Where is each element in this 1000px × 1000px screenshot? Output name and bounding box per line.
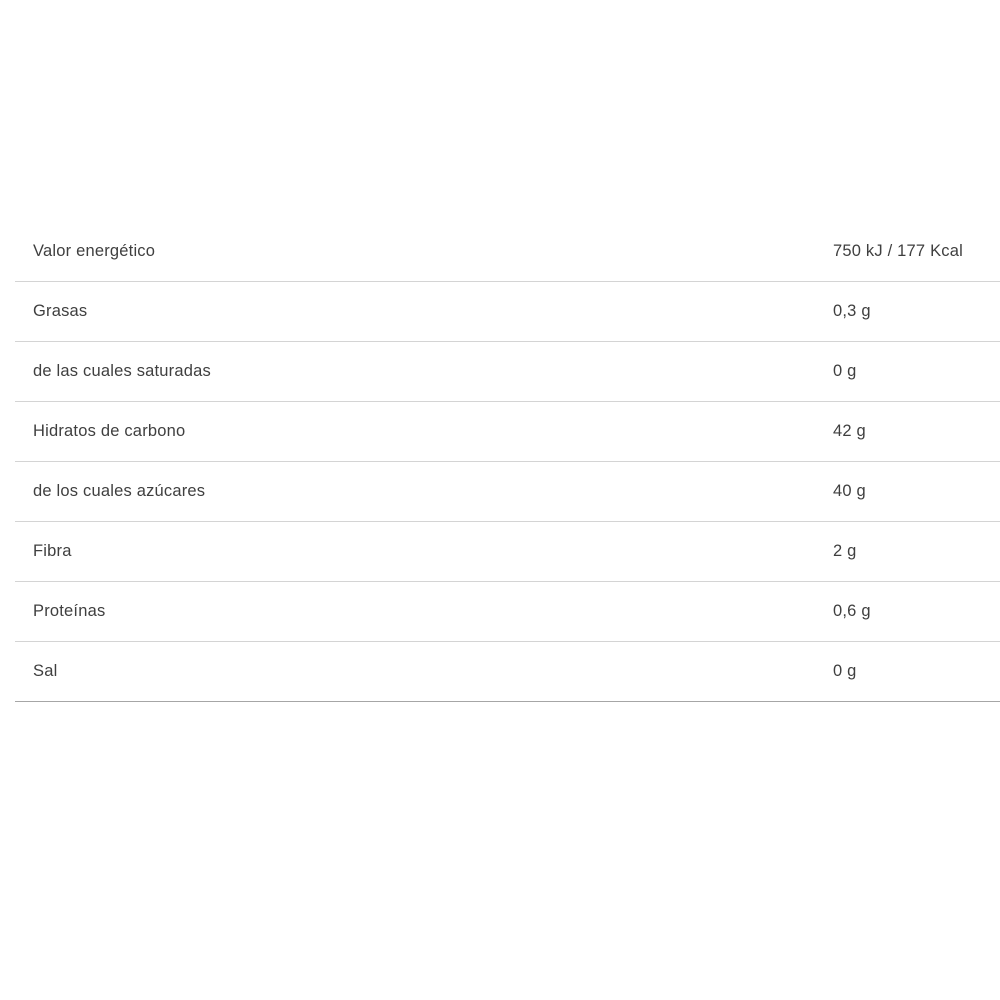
nutrient-value: 40 g bbox=[833, 482, 866, 500]
table-row-fat bbox=[15, 282, 1000, 342]
nutrient-value: 0,6 g bbox=[833, 602, 871, 620]
table-row-saturated-fat bbox=[15, 342, 1000, 402]
nutrient-label: Hidratos de carbono bbox=[33, 422, 186, 440]
table-row-salt bbox=[15, 642, 1000, 702]
nutrient-value: 42 g bbox=[833, 422, 866, 440]
nutrient-label: Valor energético bbox=[33, 242, 156, 260]
nutrient-label: de las cuales saturadas bbox=[33, 362, 211, 380]
nutrient-value: 2 g bbox=[833, 542, 857, 560]
nutrient-label: Grasas bbox=[33, 302, 88, 320]
table-row-protein bbox=[15, 582, 1000, 642]
nutrient-value: 0,3 g bbox=[833, 302, 871, 320]
nutrient-label: de los cuales azúcares bbox=[33, 482, 206, 500]
nutrition-table bbox=[15, 222, 1000, 702]
nutrient-value: 0 g bbox=[833, 662, 857, 680]
table-row-energy bbox=[15, 222, 1000, 282]
table-row-sugars bbox=[15, 462, 1000, 522]
table-row-carbohydrates bbox=[15, 402, 1000, 462]
nutrient-label: Proteínas bbox=[33, 602, 106, 620]
nutrient-value: 750 kJ / 177 Kcal bbox=[833, 242, 963, 260]
nutrient-label: Sal bbox=[33, 662, 58, 680]
nutrient-label: Fibra bbox=[33, 542, 72, 560]
nutrient-value: 0 g bbox=[833, 362, 857, 380]
table-row-fiber bbox=[15, 522, 1000, 582]
